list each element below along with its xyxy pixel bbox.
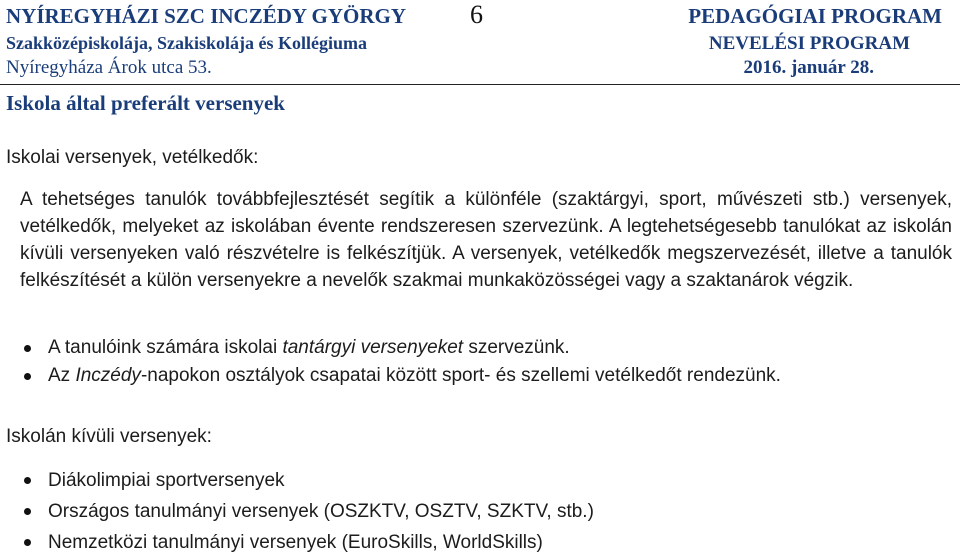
- header-program: PEDAGÓGIAI PROGRAM: [688, 4, 942, 28]
- list-item: [20, 496, 594, 527]
- list-item: [20, 465, 594, 496]
- section-title: Iskola által preferált versenyek: [6, 91, 285, 115]
- header-subprogram: NEVELÉSI PROGRAM: [708, 33, 910, 54]
- header-date: 2016. január 28.: [743, 57, 874, 78]
- page-header: [0, 0, 960, 85]
- internal-competitions-list: [20, 334, 781, 390]
- list-item-text: Diákolimpiai sportversenyek: [48, 470, 285, 491]
- body-paragraph-text: A tehetséges tanulók továbbfejlesztését segítik a különféle (szaktárgyi, sport, művészeti stb.) versenyek, vetélkedők, melyeket az iskolában évente rendszeresen szervezünk. A legtehetségesebb tanulókat az iskolán kívüli versenyeken való részvételre is felkészítjük. A versenyek, vetélkedők megszervezését, illetve a tanulók felkészítését a külön versenyekre a nevelők szakmai munkaközösségei vagy a szaktanárok végzik.: [20, 189, 952, 291]
- list-item-text-pre: A tanulóink számára iskolai: [48, 337, 283, 358]
- external-competitions-heading: Iskolán kívüli versenyek:: [6, 426, 212, 447]
- bullet-icon: [24, 508, 31, 515]
- list-item-text-post: -napokon osztályok csapatai között sport- és szellemi vetélkedőt rendezünk.: [140, 365, 781, 386]
- list-item: [20, 362, 781, 390]
- list-item-text-post: szervezünk.: [463, 337, 570, 358]
- list-item-text-emphasis: Inczédy: [75, 365, 141, 386]
- header-school-name: Szakközépiskolája, Szakiskolája és Kollégiuma: [6, 33, 368, 53]
- header-institution: NYÍREGYHÁZI SZC INCZÉDY GYÖRGY: [6, 4, 407, 28]
- bullet-icon: [24, 539, 31, 546]
- list-item-text: Országos tanulmányi versenyek (OSZKTV, OSZTV, SZKTV, stb.): [48, 501, 594, 522]
- list-item-text: Nemzetközi tanulmányi versenyek (EuroSkills, WorldSkills): [48, 532, 543, 553]
- list-item-text-emphasis: tantárgyi versenyeket: [282, 337, 464, 358]
- header-address: Nyíregyháza Árok utca 53.: [6, 57, 212, 78]
- list-item: [20, 527, 594, 558]
- body-paragraph: [20, 186, 952, 294]
- list-item-text-pre: Az: [48, 365, 76, 386]
- internal-competitions-heading: Iskolai versenyek, vetélkedők:: [6, 147, 259, 168]
- list-item: [20, 334, 781, 362]
- external-competitions-list: [20, 465, 594, 558]
- bullet-icon: [24, 373, 31, 380]
- bullet-icon: [24, 345, 31, 352]
- bullet-icon: [24, 477, 31, 484]
- page-number: 6: [470, 0, 483, 29]
